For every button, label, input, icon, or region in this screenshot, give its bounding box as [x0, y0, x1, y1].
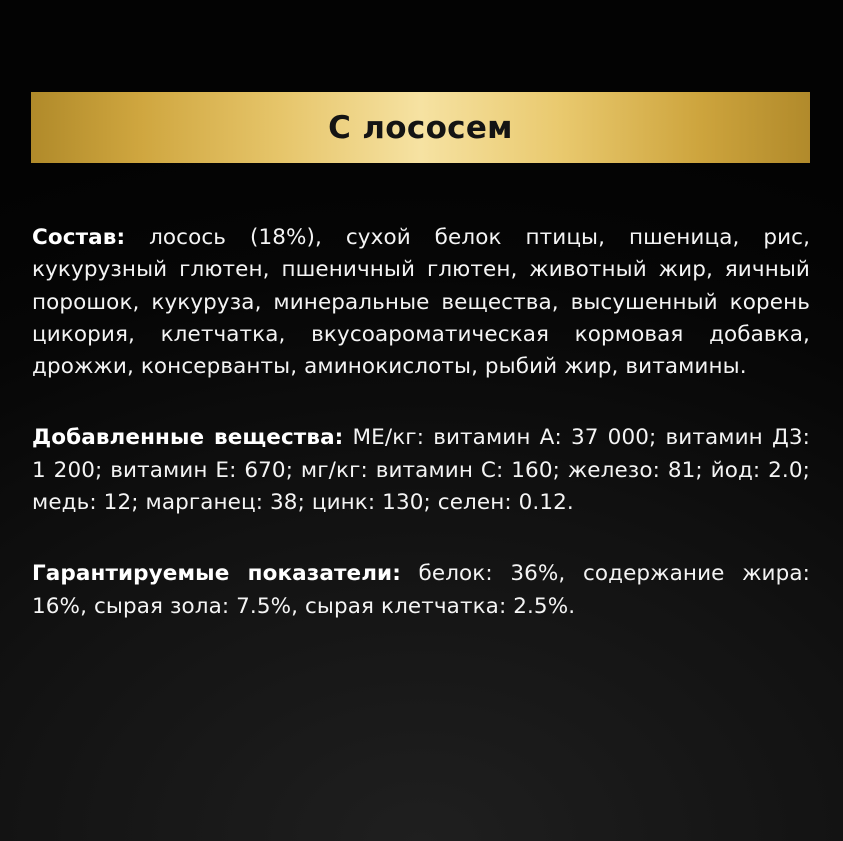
composition-text: лосось (18%), сухой белок птицы, пшеница, рис, кукурузный глютен, пшеничный глютен, животный жир, яичный порошок, кукуруза, минеральные вещества, высушенный корень цикория, клетчатка, вкусоароматическая кормовая добавка, дрожжи, консерванты, аминокислоты, рыбий жир, витамины.: [32, 225, 810, 380]
guaranteed-values-section: [32, 558, 810, 623]
guaranteed-values-label: Гарантируемые показатели:: [32, 561, 401, 587]
title-banner: [31, 92, 810, 163]
composition-label: Состав:: [32, 225, 126, 250]
page-title: С лососем: [328, 109, 513, 146]
additives-text: МЕ/кг: витамин А: 37 000; витамин Д3: 1 200; витамин Е: 670; мг/кг: витамин С: 160; железо: 81; йод: 2.0; медь: 12; марганец: 38; цинк: 130; селен: 0.12.: [32, 425, 810, 516]
additives-label: Добавленные вещества:: [32, 425, 344, 451]
guaranteed-values-text: белок: 36%, содержание жира: 16%, сырая зола: 7.5%, сырая клетчатка: 2.5%.: [32, 561, 810, 619]
additives-section: [32, 422, 810, 519]
product-info: [32, 222, 810, 662]
composition-section: [32, 222, 810, 383]
